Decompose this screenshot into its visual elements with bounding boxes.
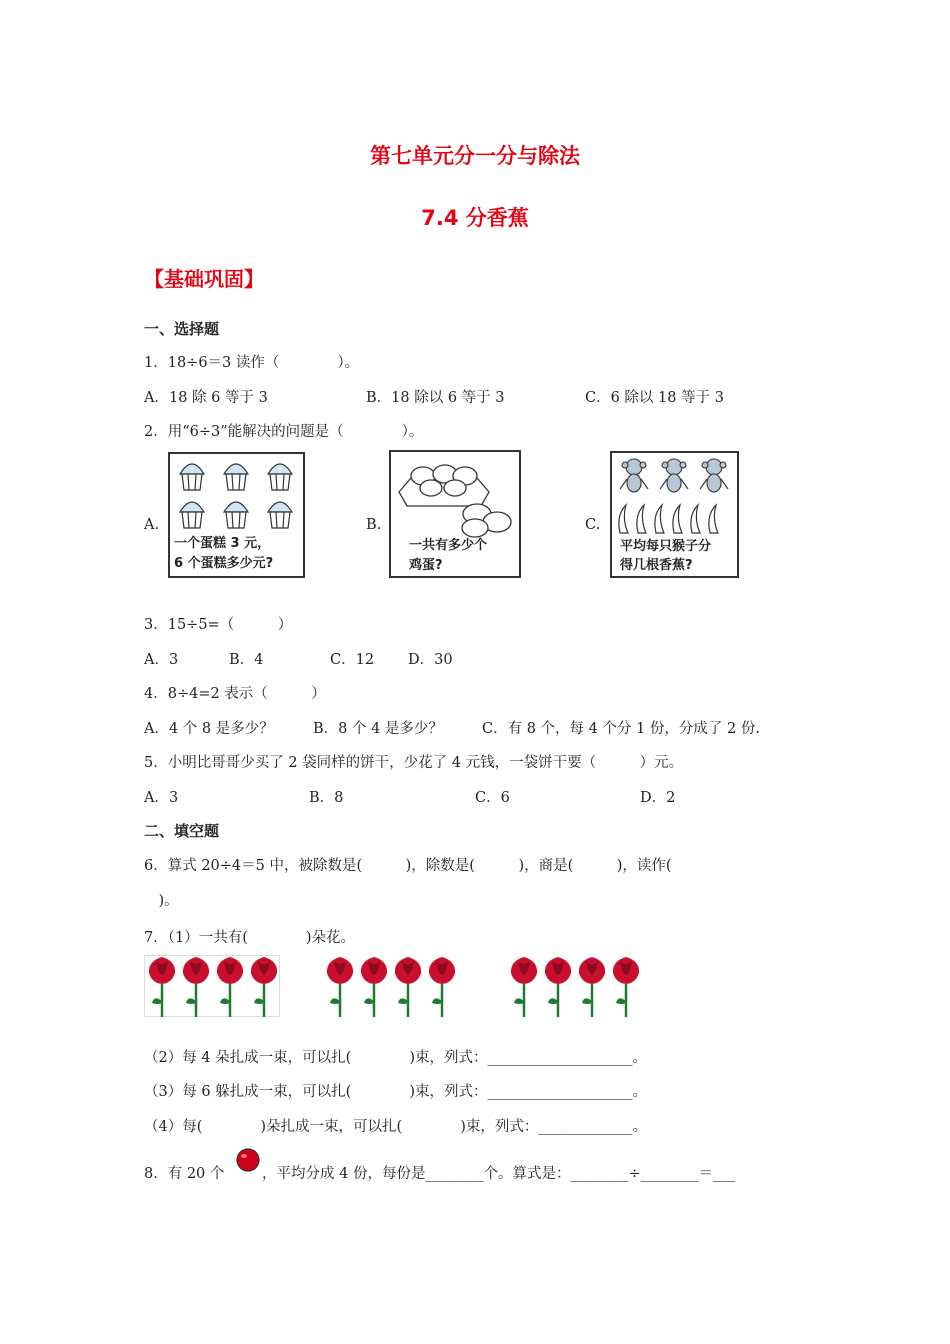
lesson-title: 7.4 分香蕉 (421, 206, 529, 230)
q1-option-b: B．18 除以 6 等于 3 (366, 390, 505, 406)
q3-stem: 3．15÷5=（ ） (144, 617, 293, 633)
q1-option-c: C．6 除以 18 等于 3 (585, 390, 724, 406)
q2-stem: 2．用“6÷3”能解决的问题是（ ）。 (144, 424, 424, 440)
q7-sub2: （2）每 4 朵扎成一束，可以扎( )束，列式：____________________。 (144, 1050, 647, 1066)
monkeys-bananas-illustration (612, 453, 737, 539)
q5-option-c: C．6 (475, 790, 510, 806)
part1-heading: 一、选择题 (144, 320, 220, 338)
q5-stem: 5．小明比哥哥少买了 2 袋同样的饼干，少花了 4 元钱，一袋饼干要（ ）元。 (144, 755, 684, 771)
q2-option-b-caption-1: 一共有多少个 (409, 538, 488, 553)
q2-option-c-caption-2: 得几根香蕉? (620, 558, 693, 573)
q7-sub1: 7．（1）一共有( )朵花。 (144, 930, 356, 946)
q4-option-c: C．有 8 个，每 4 个分 1 份，分成了 2 份. (482, 721, 760, 737)
q1-option-a: A．18 除 6 等于 3 (144, 390, 268, 406)
q5-option-d: D．2 (640, 790, 676, 806)
part2-heading: 二、填空题 (144, 822, 220, 840)
q2-option-c-caption-1: 平均每只猴子分 (620, 539, 712, 554)
q2-option-b-label: B. (366, 517, 382, 533)
section-label: 【基础巩固】 (144, 267, 264, 291)
q6-line2: )。 (144, 893, 179, 909)
q2-option-a-caption-2: 6 个蛋糕多少元? (174, 556, 274, 571)
q7-sub4: （4）每( )朵扎成一束，可以扎( )束，列式：_____________。 (144, 1119, 648, 1135)
eggs-illustration (391, 452, 519, 540)
q5-option-b: B．8 (309, 790, 344, 806)
flowers-illustration (144, 955, 664, 1017)
q4-option-a: A．4 个 8 是多少？ (144, 721, 274, 737)
cupcakes-illustration (170, 454, 303, 538)
q2-option-c-picture (610, 451, 739, 578)
q2-option-b-picture (389, 450, 521, 578)
q1-stem: 1．18÷6＝3 读作（ ）。 (144, 355, 360, 371)
q3-option-b: B．4 (229, 652, 264, 668)
q2-option-a-caption-1: 一个蛋糕 3 元， (174, 536, 271, 551)
q4-stem: 4．8÷4=2 表示（ ） (144, 686, 326, 702)
red-ball-icon (234, 1146, 262, 1174)
q2-option-a-label: A. (144, 517, 160, 533)
q5-option-a: A．3 (144, 790, 179, 806)
unit-title: 第七单元分一分与除法 (370, 144, 580, 168)
q3-option-a: A．3 (144, 652, 179, 668)
q8-text-start: 8．有 20 个 (144, 1166, 225, 1182)
q2-option-c-label: C. (585, 517, 601, 533)
q3-option-d: D．30 (408, 652, 453, 668)
q3-option-c: C．12 (330, 652, 375, 668)
q2-option-b-caption-2: 鸡蛋? (409, 558, 443, 573)
q7-sub3: （3）每 6 躲扎成一束，可以扎( )束，列式：____________________。 (144, 1084, 647, 1100)
q8-text-end: ，平均分成 4 份，每份是________个。算式是：________÷________＝___ (262, 1166, 735, 1182)
q2-option-a-picture (168, 452, 305, 578)
q6-line1: 6．算式 20÷4＝5 中，被除数是( )，除数是( )，商是( )，读作( (144, 858, 672, 874)
q4-option-b: B．8 个 4 是多少？ (313, 721, 443, 737)
